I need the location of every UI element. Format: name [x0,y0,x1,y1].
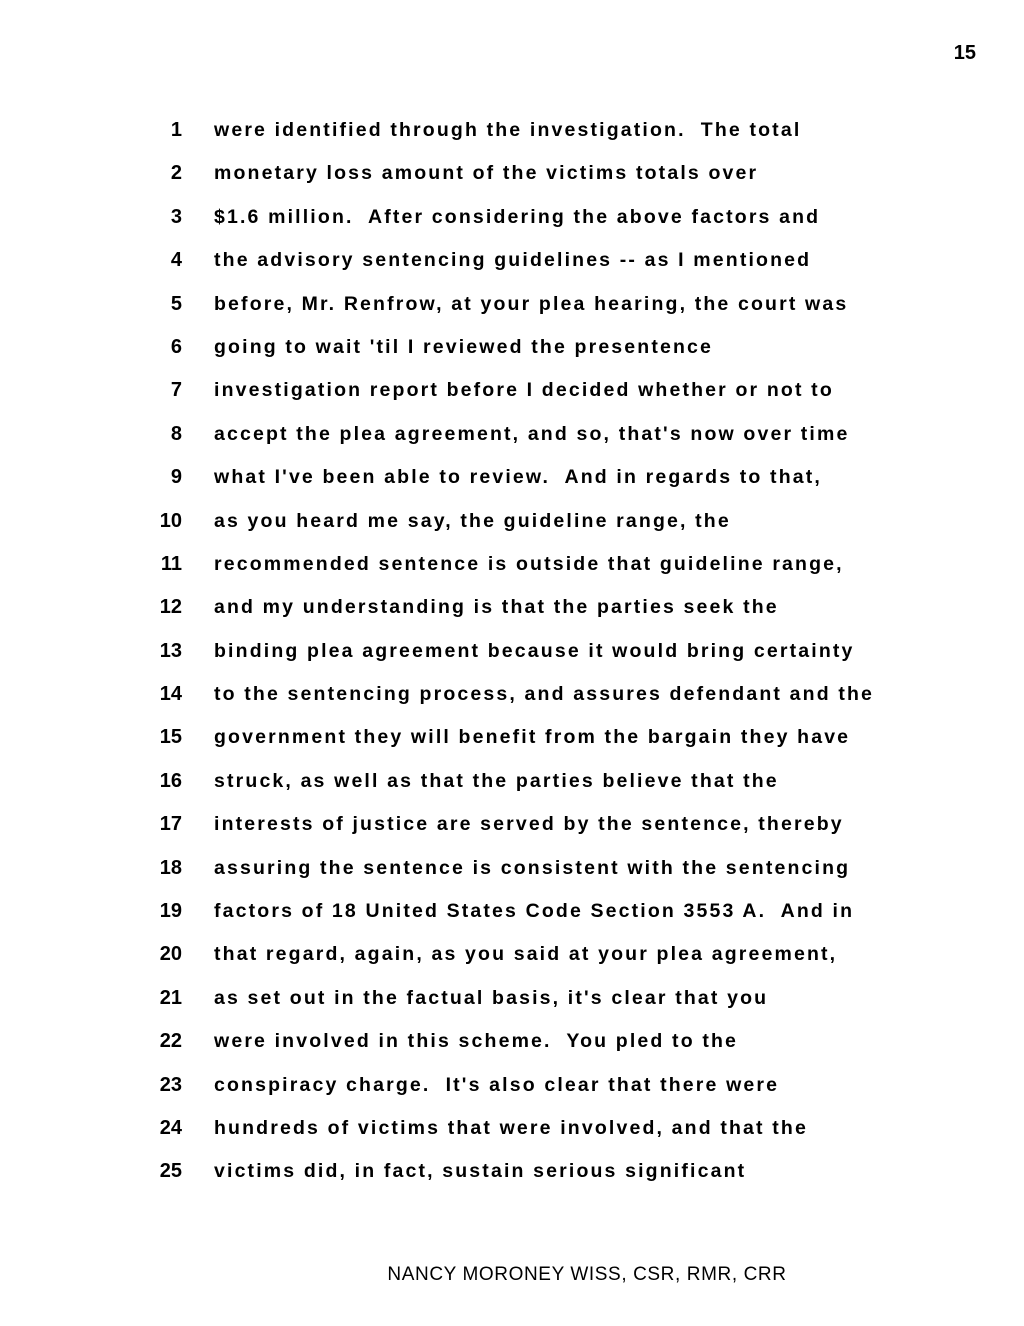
line-number: 3 [170,205,182,228]
line-number: 8 [170,422,182,445]
line-number: 14 [159,683,182,706]
transcript-line [0,677,1024,720]
line-number: 16 [159,769,182,792]
transcript-line [0,330,1024,373]
line-text: victims did, in fact, sustain serious significant [214,1160,747,1183]
transcript-line [0,243,1024,286]
line-text: as set out in the factual basis, it's clear that you [214,986,769,1009]
line-number: 1 [170,119,182,141]
line-text: and my understanding is that the parties seek the [214,596,779,619]
line-number: 25 [159,1160,182,1183]
line-text: before, Mr. Renfrow, at your plea hearing, the court was [214,292,849,315]
transcript-body [0,113,1024,1198]
transcript-line [0,1024,1024,1067]
line-number: 17 [159,813,182,836]
transcript-line [0,1068,1024,1111]
court-reporter-footer: NANCY MORONEY WISS, CSR, RMR, CRR [387,1264,787,1285]
line-number: 2 [170,162,182,185]
line-text: hundreds of victims that were involved, and that the [214,1116,808,1139]
transcript-line [0,634,1024,677]
line-number: 23 [159,1073,182,1096]
line-text: were involved in this scheme. You pled to the [214,1030,739,1053]
line-text: were identified through the investigation. The total [214,119,802,141]
line-text: the advisory sentencing guidelines -- as I mentioned [214,249,812,272]
transcript-line [0,1111,1024,1154]
transcript-line [0,200,1024,243]
line-number: 10 [159,509,182,532]
line-text: going to wait 'til I reviewed the presentence [214,335,714,358]
transcript-line [0,894,1024,937]
line-number: 24 [159,1116,182,1139]
line-text: what I've been able to review. And in regards to that, [214,466,822,489]
line-text: recommended sentence is outside that guideline range, [214,552,844,575]
transcript-line [0,720,1024,763]
line-text: to the sentencing process, and assures defendant and the [214,683,875,706]
transcript-line [0,590,1024,633]
line-text: accept the plea agreement, and so, that's now over time [214,422,850,445]
line-number: 11 [160,552,182,575]
transcript-line [0,287,1024,330]
line-text: investigation report before I decided whether or not to [214,379,834,402]
transcript-line [0,851,1024,894]
transcript-line [0,1154,1024,1197]
line-text: monetary loss amount of the victims totals over [214,162,759,185]
line-number: 22 [159,1030,182,1053]
line-text: government they will benefit from the bargain they have [214,726,851,749]
line-text: conspiracy charge. It's also clear that there were [214,1073,780,1096]
line-number: 18 [159,856,182,879]
transcript-line [0,156,1024,199]
line-number: 20 [159,943,182,966]
transcript-line [0,113,1024,156]
transcript-line [0,547,1024,590]
line-number: 4 [170,249,182,272]
transcript-line [0,504,1024,547]
line-text: assuring the sentence is consistent with the sentencing [214,856,851,879]
transcript-line [0,807,1024,850]
line-text: struck, as well as that the parties believe that the [214,769,779,792]
line-number: 7 [170,379,182,402]
line-text: $1.6 million. After considering the above factors and [214,205,821,228]
line-number: 21 [159,986,182,1009]
transcript-line [0,937,1024,980]
line-text: as you heard me say, the guideline range, the [214,509,731,532]
line-text: interests of justice are served by the sentence, thereby [214,813,844,836]
line-number: 12 [159,596,182,619]
line-text: that regard, again, as you said at your plea agreement, [214,943,838,966]
line-number: 13 [159,639,182,662]
line-number: 6 [170,335,182,358]
page-number: 15 [953,42,976,64]
transcript-line [0,460,1024,503]
transcript-line [0,373,1024,416]
line-number: 5 [170,292,182,315]
line-text: binding plea agreement because it would bring certainty [214,639,855,662]
line-number: 15 [159,726,182,749]
line-number: 9 [170,466,182,489]
transcript-line [0,981,1024,1024]
transcript-line [0,417,1024,460]
transcript-line [0,764,1024,807]
line-text: factors of 18 United States Code Section 3553 A. And in [214,900,855,923]
line-number: 19 [159,900,182,923]
